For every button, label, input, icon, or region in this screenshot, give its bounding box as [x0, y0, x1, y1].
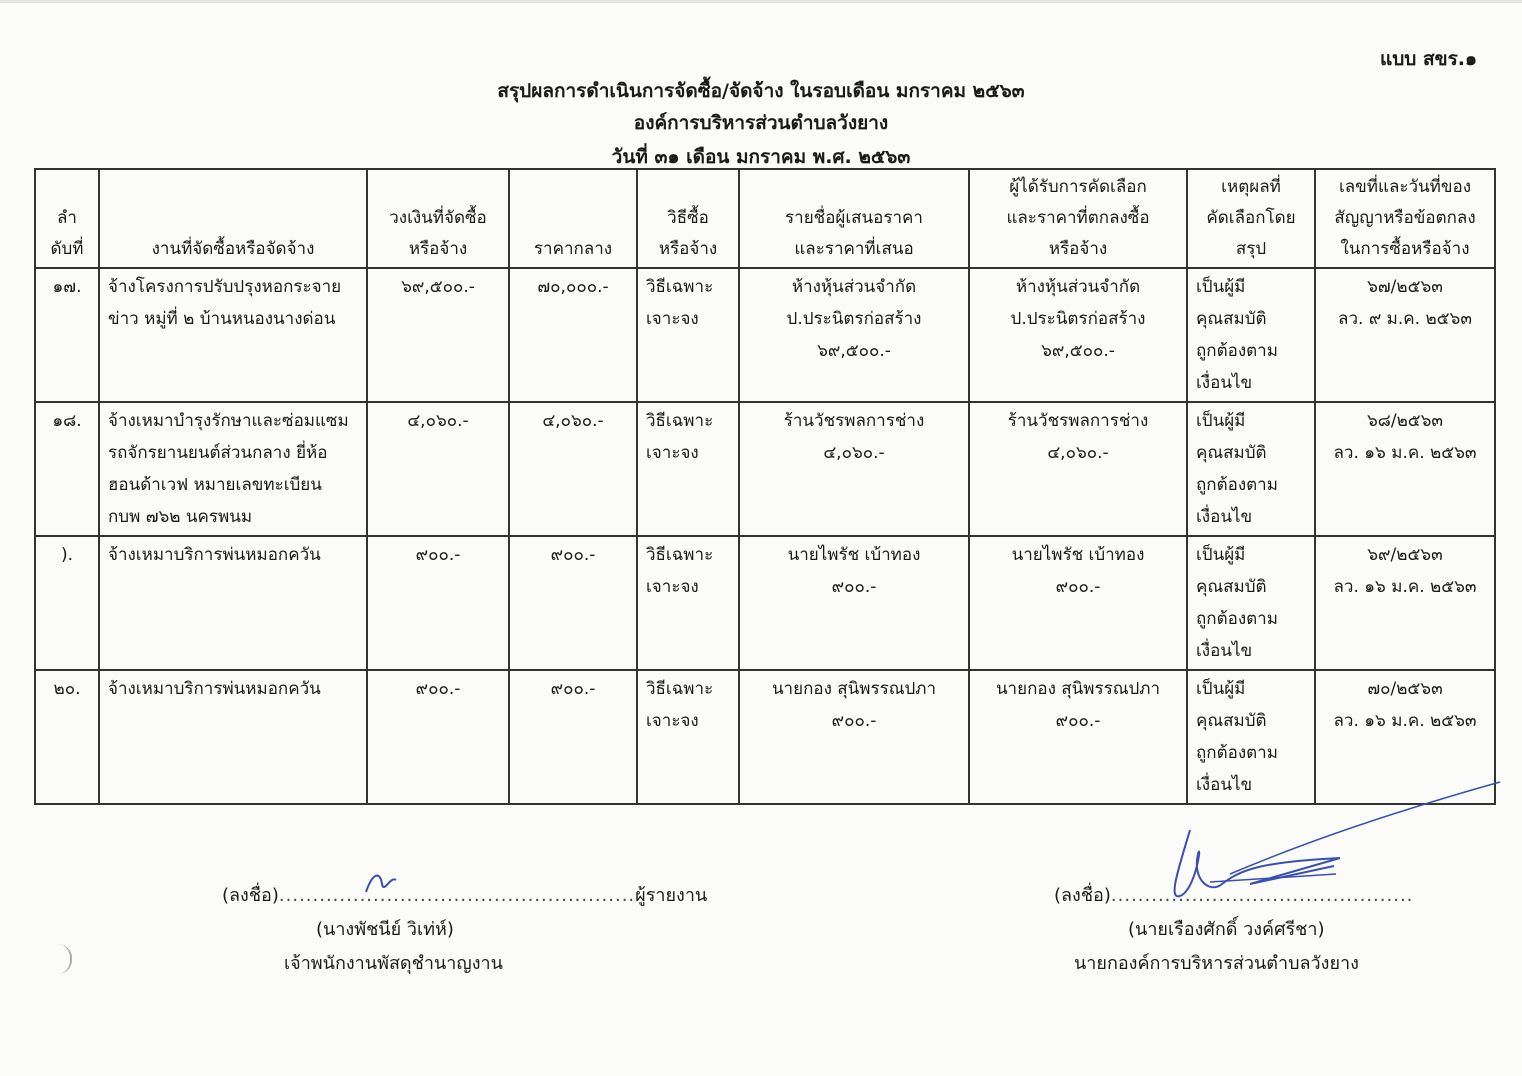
work-description-line: ฮอนด้าเวฟ หมายเลขทะเบียน	[108, 475, 322, 495]
budget-amount: ๔,๐๖๐.-	[367, 402, 509, 536]
left-signature-mark	[360, 866, 400, 900]
table-row	[35, 536, 1495, 670]
bidder-list-line: ห้างหุ้นส่วนจำกัด	[791, 277, 917, 297]
signature-dots: .....................................................	[278, 885, 636, 906]
col-budget-header	[367, 169, 509, 268]
budget-amount: ๙๐๐.-	[367, 536, 509, 670]
median-price: ๙๐๐.-	[509, 536, 637, 670]
document-title: สรุปผลการดำเนินการจัดซื้อ/จัดจ้าง ในรอบเดือน มกราคม ๒๕๖๓	[497, 80, 1025, 102]
header-text: ดับที่	[50, 239, 84, 259]
selection-reason-line: ถูกต้องตาม	[1196, 743, 1278, 763]
right-signer-position: นายกองค์การบริหารส่วนตำบลวังยาง	[1074, 953, 1359, 974]
table-row	[35, 268, 1495, 402]
bidder-list-line: ๙๐๐.-	[831, 577, 877, 597]
selection-reason-line: เป็นผู้มี	[1196, 545, 1246, 565]
left-signer-position: เจ้าพนักงานพัสดุชำนาญงาน	[284, 953, 503, 974]
header-text: ราคากลาง	[533, 239, 613, 259]
bidder-list-line: นายไพรัช เบ้าทอง	[787, 545, 921, 565]
contract-reference	[1315, 402, 1495, 536]
selected-vendor-line: ห้างหุ้นส่วนจำกัด	[1015, 277, 1141, 297]
procurement-method-line: วิธีเฉพาะ	[646, 277, 714, 297]
selected-vendor-line: ๙๐๐.-	[1055, 577, 1101, 597]
col-contract-header	[1315, 169, 1495, 268]
bidder-list	[739, 268, 969, 402]
procurement-method-line: วิธีเฉพาะ	[646, 545, 714, 565]
signature-dots: .............................................	[1110, 885, 1414, 906]
contract-reference-line: ลว. ๑๖ ม.ค. ๒๕๖๓	[1333, 711, 1477, 731]
budget-amount: ๖๙,๕๐๐.-	[367, 268, 509, 402]
header-text: เหตุผลที่	[1221, 177, 1281, 197]
bidder-list-line: ๙๐๐.-	[831, 711, 877, 731]
selection-reason-line: เงื่อนไข	[1196, 641, 1253, 661]
right-sign-prefix: (ลงชื่อ)	[1054, 885, 1111, 906]
header-text: หรือจ้าง	[408, 239, 468, 259]
median-price: ๗๐,๐๐๐.-	[509, 268, 637, 402]
row-number: ๑๗.	[35, 268, 99, 402]
procurement-method-line: วิธีเฉพาะ	[646, 411, 714, 431]
procurement-table	[34, 168, 1496, 805]
contract-reference-line: ๗๐/๒๕๖๓	[1367, 679, 1443, 699]
procurement-method	[637, 670, 739, 804]
header-text: หรือจ้าง	[1048, 239, 1108, 259]
header-text: ผู้ได้รับการคัดเลือก	[1009, 177, 1147, 197]
work-description	[99, 268, 367, 402]
work-description-line: จ้างโครงการปรับปรุงหอกระจาย	[108, 277, 342, 297]
selection-reason	[1187, 268, 1315, 402]
procurement-method	[637, 536, 739, 670]
procurement-method-line: เจาะจง	[646, 577, 699, 597]
selection-reason-line: เงื่อนไข	[1196, 775, 1253, 795]
header-text: ในการซื้อหรือจ้าง	[1340, 239, 1470, 259]
selection-reason-line: เงื่อนไข	[1196, 507, 1253, 527]
scan-hole-mark	[56, 944, 72, 974]
header-text: สรุป	[1235, 239, 1267, 259]
contract-reference	[1315, 268, 1495, 402]
work-description-line: ข่าว หมู่ที่ ๒ บ้านหนองนางด่อน	[108, 309, 336, 329]
scan-edge	[0, 0, 1522, 3]
procurement-method	[637, 402, 739, 536]
bidder-list-line: ป.ประนิตรก่อสร้าง	[786, 309, 922, 329]
procurement-method	[637, 268, 739, 402]
procurement-method-line: เจาะจง	[646, 309, 699, 329]
document-date: วันที่ ๓๑ เดือน มกราคม พ.ศ. ๒๕๖๓	[611, 146, 911, 168]
bidder-list-line: ร้านวัชรพลการช่าง	[783, 411, 925, 431]
work-description-line: จ้างเหมาบริการพ่นหมอกควัน	[108, 545, 321, 565]
selection-reason-line: ถูกต้องตาม	[1196, 609, 1278, 629]
selected-vendor-line: ๙๐๐.-	[1055, 711, 1101, 731]
right-signature-mark	[1150, 770, 1510, 910]
median-price: ๙๐๐.-	[509, 670, 637, 804]
form-code: แบบ สขร.๑	[1380, 48, 1478, 70]
row-number: ).	[35, 536, 99, 670]
header-text: ลำ	[57, 208, 77, 228]
work-description-line: จ้างเหมาบริการพ่นหมอกควัน	[108, 679, 321, 699]
selected-vendor-line: นายไพรัช เบ้าทอง	[1011, 545, 1145, 565]
col-work-header	[99, 169, 367, 268]
left-signature-line	[222, 880, 707, 909]
col-reason-header	[1187, 169, 1315, 268]
selection-reason-line: เป็นผู้มี	[1196, 277, 1246, 297]
median-price: ๔,๐๖๐.-	[509, 402, 637, 536]
contract-reference-line: ลว. ๙ ม.ค. ๒๕๖๓	[1338, 309, 1472, 329]
contract-reference-line: ลว. ๑๖ ม.ค. ๒๕๖๓	[1333, 443, 1477, 463]
bidder-list	[739, 536, 969, 670]
table-row	[35, 402, 1495, 536]
procurement-method-line: วิธีเฉพาะ	[646, 679, 714, 699]
header-text: และราคาที่ตกลงซื้อ	[1006, 208, 1150, 228]
bidder-list-line: นายกอง สุนิพรรณปภา	[771, 679, 937, 699]
left-sign-suffix: ผู้รายงาน	[635, 885, 708, 906]
organization-name: องค์การบริหารส่วนตำบลวังยาง	[633, 112, 889, 134]
bidder-list-line: ๔,๐๖๐.-	[823, 443, 885, 463]
col-median-price-header	[509, 169, 637, 268]
row-number: ๒๐.	[35, 670, 99, 804]
work-description	[99, 402, 367, 536]
col-selected-header	[969, 169, 1187, 268]
selection-reason-line: คุณสมบัติ	[1196, 711, 1267, 731]
right-signer-name: (นายเรืองศักดิ์ วงค์ศรีชา)	[1128, 919, 1325, 940]
header-text: รายชื่อผู้เสนอราคา	[785, 208, 923, 228]
header-text: หรือจ้าง	[658, 239, 718, 259]
bidder-list	[739, 670, 969, 804]
col-method-header	[637, 169, 739, 268]
header-text: สัญญาหรือข้อตกลง	[1334, 208, 1476, 228]
left-sign-prefix: (ลงชื่อ)	[222, 885, 279, 906]
contract-reference-line: ลว. ๑๖ ม.ค. ๒๕๖๓	[1333, 577, 1477, 597]
procurement-method-line: เจาะจง	[646, 711, 699, 731]
budget-amount: ๙๐๐.-	[367, 670, 509, 804]
work-description-line: จ้างเหมาบำรุงรักษาและซ่อมแซม	[108, 411, 349, 431]
work-description	[99, 670, 367, 804]
header-text: งานที่จัดซื้อหรือจัดจ้าง	[151, 239, 315, 259]
selected-vendor-line: ๔,๐๖๐.-	[1047, 443, 1109, 463]
selected-vendor	[969, 268, 1187, 402]
col-no-header	[35, 169, 99, 268]
bidder-list-line: ๖๙,๕๐๐.-	[817, 341, 891, 361]
left-signer-name: (นางพัชนีย์ วิเท่ห์)	[316, 919, 454, 940]
selection-reason	[1187, 402, 1315, 536]
work-description-line: กบพ ๗๖๒ นครพนม	[108, 507, 253, 527]
selected-vendor-line: ๖๙,๕๐๐.-	[1041, 341, 1115, 361]
selection-reason-line: คุณสมบัติ	[1196, 577, 1267, 597]
col-bidders-header	[739, 169, 969, 268]
row-number: ๑๘.	[35, 402, 99, 536]
selection-reason	[1187, 536, 1315, 670]
header-text: เลขที่และวันที่ของ	[1338, 177, 1472, 197]
work-description-line: รถจักรยานยนต์ส่วนกลาง ยี่ห้อ	[108, 443, 328, 463]
header-text: วิธีซื้อ	[667, 208, 709, 228]
contract-reference-line: ๖๙/๒๕๖๓	[1367, 545, 1443, 565]
header-text: คัดเลือกโดย	[1206, 208, 1296, 228]
selection-reason-line: คุณสมบัติ	[1196, 443, 1267, 463]
procurement-method-line: เจาะจง	[646, 443, 699, 463]
bidder-list	[739, 402, 969, 536]
selection-reason-line: ถูกต้องตาม	[1196, 475, 1278, 495]
selection-reason-line: เงื่อนไข	[1196, 373, 1253, 393]
selected-vendor-line: ร้านวัชรพลการช่าง	[1007, 411, 1149, 431]
selected-vendor-line: ป.ประนิตรก่อสร้าง	[1010, 309, 1146, 329]
header-text: วงเงินที่จัดซื้อ	[389, 208, 487, 228]
selection-reason-line: เป็นผู้มี	[1196, 411, 1246, 431]
table-header-row	[35, 169, 1495, 268]
header-text: และราคาที่เสนอ	[794, 239, 914, 259]
selected-vendor	[969, 536, 1187, 670]
selection-reason-line: ถูกต้องตาม	[1196, 341, 1278, 361]
selection-reason-line: คุณสมบัติ	[1196, 309, 1267, 329]
contract-reference-line: ๖๗/๒๕๖๓	[1367, 277, 1443, 297]
selection-reason-line: เป็นผู้มี	[1196, 679, 1246, 699]
contract-reference-line: ๖๘/๒๕๖๓	[1366, 411, 1444, 431]
selected-vendor-line: นายกอง สุนิพรรณปภา	[995, 679, 1161, 699]
work-description	[99, 536, 367, 670]
table-body	[35, 268, 1495, 804]
contract-reference	[1315, 536, 1495, 670]
selected-vendor	[969, 402, 1187, 536]
